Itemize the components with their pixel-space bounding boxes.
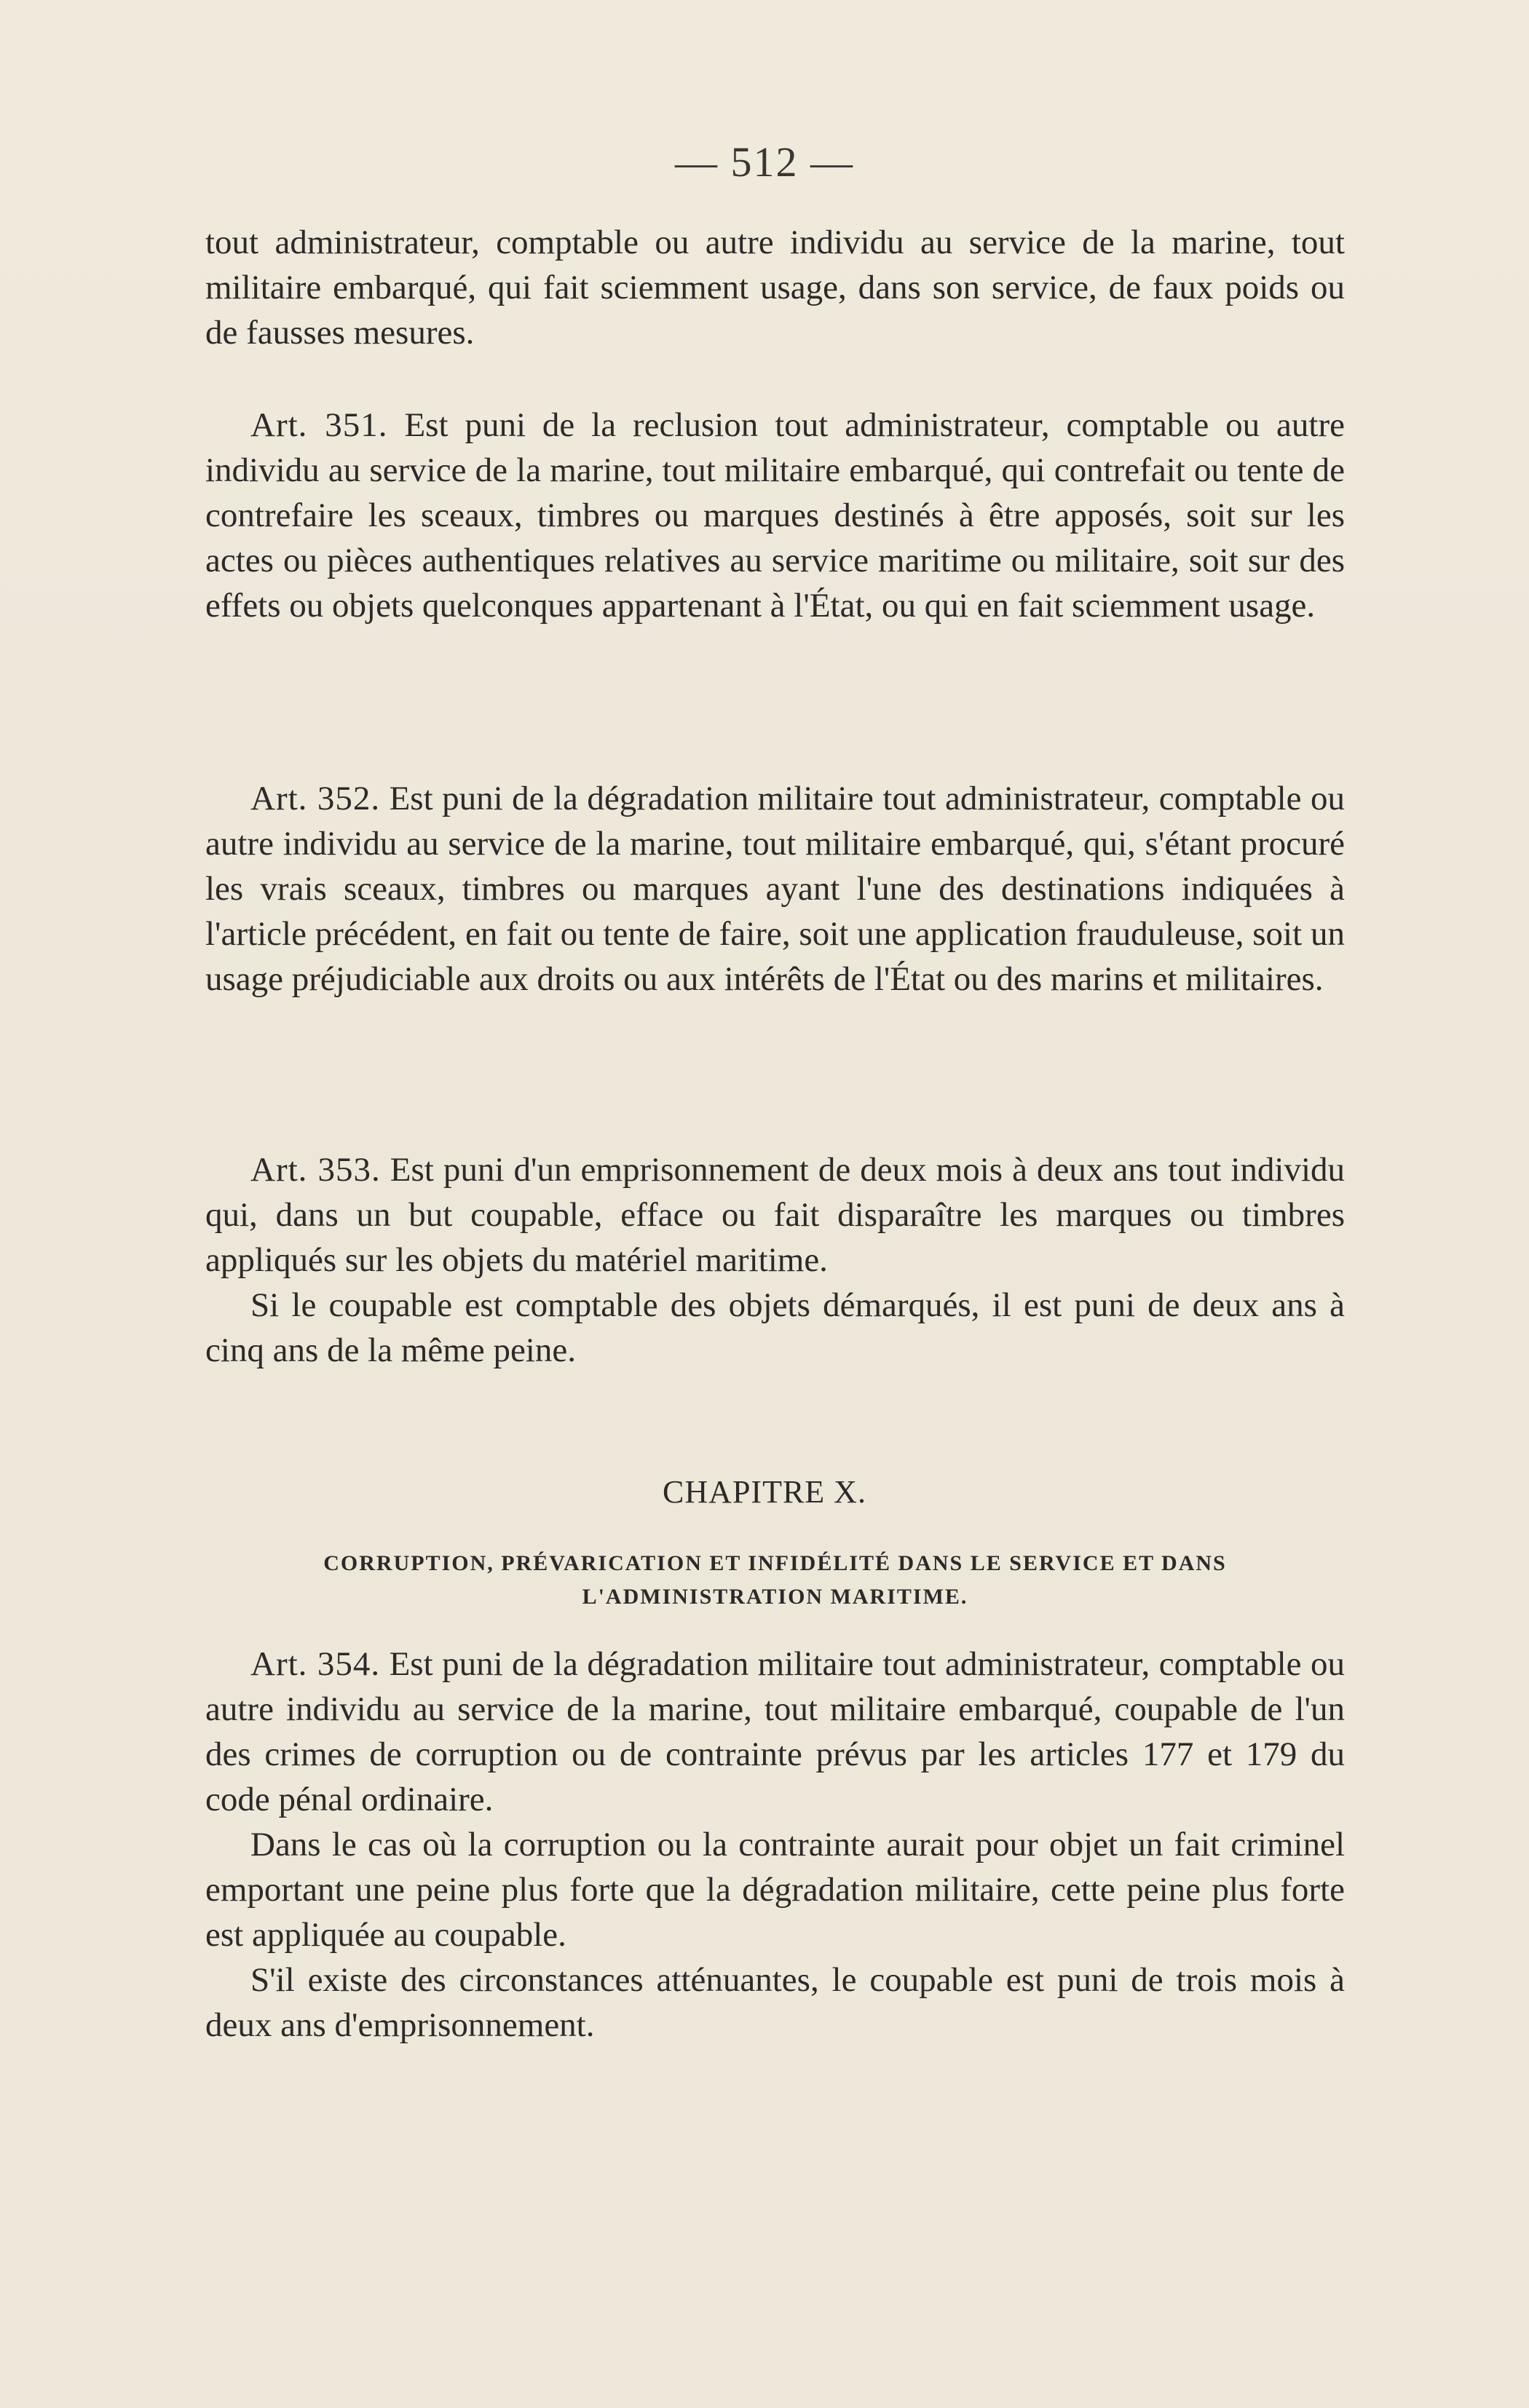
- article-353-text: Est puni d'un emprisonnement de deux mois à deux ans tout individu qui, dans un but coupable, efface ou fait disparaître les marques ou timbres appliqués sur les objets du matériel maritime.: [205, 1151, 1346, 1279]
- article-354-second-paragraph: Dans le cas où la corruption ou la contrainte aurait pour objet un fait criminel emportant une peine plus forte que la dégradation militaire, cette peine plus forte est appliquée au coupable.: [205, 1826, 1345, 1954]
- page-number: — 512 —: [675, 138, 854, 186]
- article-353-label: Art. 353.: [250, 1151, 381, 1189]
- article-352: [205, 776, 1345, 1002]
- article-354-text: Est puni de la dégradation militaire tout administrateur, comptable ou autre individu au service de la marine, tout militaire embarqué, coupable de l'un des crimes de corruption ou de contrainte prévus par les articles 177 et 179 du code pénal ordinaire.: [205, 1645, 1345, 1818]
- article-352-paragraph: [205, 776, 1345, 1002]
- article-354-label: Art. 354.: [250, 1645, 381, 1683]
- continuation-paragraph: tout administrateur, comptable ou autre individu au service de la marine, tout militaire embarqué, qui fait sciemment usage, dans son service, de faux poids ou de fausses mesures.: [205, 223, 1345, 352]
- article-351-label: Art. 351.: [250, 406, 388, 444]
- article-353-second-paragraph: Si le coupable est comptable des objets démarqués, il est puni de deux ans à cinq ans de la même peine.: [205, 1286, 1345, 1369]
- article-351-paragraph: [205, 403, 1345, 628]
- article-351-text: Est puni de la reclusion tout administrateur, comptable ou autre individu au service de la marine, tout militaire embarqué, qui contrefait ou tente de contrefaire les sceaux, timbres ou marques destinés à être apposés, soit sur les actes ou pièces authentiques relatives au service maritime ou militaire, soit sur des effets ou objets quelconques appartenant à l'État, ou qui en fait sciemment usage.: [205, 406, 1345, 625]
- article-352-text: Est puni de la dégradation militaire tout administrateur, comptable ou autre individu au service de la marine, tout militaire embarqué, qui, s'étant procuré les vrais sceaux, timbres ou marques ayant l'une des destinations indiquées à l'article précédent, en fait ou tente de faire, soit une application frauduleuse, soit un usage préjudiciable aux droits ou aux intérêts de l'État ou des marins et militaires.: [205, 780, 1345, 998]
- article-354-third-paragraph: S'il existe des circonstances atténuantes, le coupable est puni de trois mois à deux ans d'emprisonnement.: [205, 1961, 1345, 2044]
- article-353-paragraph: [205, 1147, 1345, 1283]
- article-352-label: Art. 352.: [250, 780, 381, 817]
- chapter-subtitle: CORRUPTION, PRÉVARICATION ET INFIDÉLITÉ DANS LE SERVICE ET DANS L'ADMINISTRATION MARITIME.: [323, 1551, 1227, 1609]
- continuation-block: [205, 220, 1345, 355]
- article-351: [205, 403, 1345, 628]
- chapter-title: CHAPITRE X.: [663, 1474, 866, 1510]
- article-354: [205, 1641, 1345, 2048]
- article-353: [205, 1147, 1345, 1373]
- article-354-paragraph: [205, 1641, 1345, 1822]
